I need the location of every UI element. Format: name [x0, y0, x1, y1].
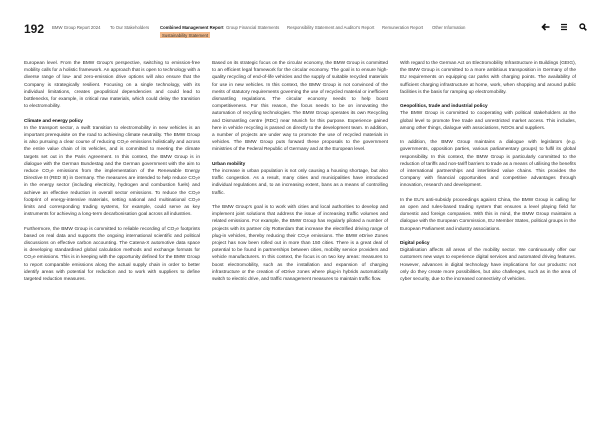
paragraph: In the transport sector, a swift transition to electromobility in new vehicles is an important prerequisite on the road to achieving climate neutrality. The BMW Group is also pursuing a clear course of reducing CO₂e emissions holistically and across the entire value chain of its vehicles, and is committed to meeting the climate targets set out in the Paris Agreement. In this context, the BMW Group is in dialogue with the German Bundestag and the German government with the aim to reduce CO₂e emissions from the implementation of the Renewable Energy Directive III (RED III) in Germany. The measures are intended to help reduce CO₂e in the energy sector (including electricity, hydrogen and combustion fuels) and achieve an effective reduction in overall sector emissions. To reduce the CO₂e footprint of energy-intensive materials, setting national and multinational CO₂e limits and corresponding trading systems, for example, could serve as key instruments for achieving a long-term decarbonisation goal across all industries. [24, 125, 200, 218]
header-icons [540, 22, 588, 32]
paragraph: The increase in urban population is not only causing a housing shortage, but also traffic congestion. As a result, many cities and municipalities have introduced individual regulations and, to an increasing extent, bans as a means of controlling traffic. [212, 169, 388, 196]
paragraph: In the EU's anti-subsidy proceedings against China, the BMW Group is calling for an open and rules-based trading system that ensures a level playing field for domestic and foreign companies. With this in mind, the BMW Group maintains a dialogue with the European Commission, EU Member States, political groups in the European Parliament and industry associations. [400, 197, 576, 232]
section-heading: Digital policy [400, 241, 430, 247]
paragraph: Digitalisation affects all areas of the mobility sector. We continuously offer our customers new ways to experience digital services and automated driving features. However, advances in digital technology have implications for our products: not only do they create more possibilities, but also challenges, such as in the area of cyber security, due to the increased connectivity of vehicles. [400, 248, 576, 283]
nav-responsibility-statement[interactable]: Responsibility Statement and Auditor's Report [287, 25, 375, 30]
nav-other-information[interactable]: Other Information [432, 25, 466, 30]
text-column-3 [400, 60, 576, 290]
section-heading: Climate and energy policy [24, 118, 83, 124]
paragraph: With regard to the German Act on Electromobility Infrastructure in Buildings (GEIG), the BMW Group is committed to a more ambitious transposition in Germany of the EU requirements on equipping car parks with charging points. The availability of sufficient charging infrastructure at home, work, when shopping and around public facilities is the basis for ramping up electromobility. [400, 61, 576, 95]
back-arrow-icon[interactable] [540, 22, 550, 32]
text-column-1 [24, 60, 200, 290]
sub-tab-sustainability[interactable]: Sustainability Statement [162, 32, 209, 38]
paragraph: Furthermore, the BMW Group is committed to reliable recording of CO₂e footprints based on real data and supports the ongoing international scientific and political discussions on effective carbon accounting. The Catena-X automotive data space is developing standardised global calculation methods and exchange formats for CO₂e emissions. This is in keeping with the opportunity defined for the BMW Group to report comparable emissions along the actual supply chain in order to better identify areas with potential for reduction and to work with suppliers to define targeted reduction measures. [24, 226, 200, 283]
section-heading: Urban mobility [212, 161, 246, 167]
page-number: 192 [24, 22, 45, 36]
paragraph: The BMW Group is committed to cooperating with political stakeholders at the global level to promote free trade and unrestricted market access. This includes, among other things, dialogue with associations, NGOs and suppliers. [400, 111, 576, 131]
section-heading: Geopolitics, trade and industrial policy [400, 104, 488, 110]
paragraph: Based on its strategic focus on the circular economy, the BMW Group is committed to an efficient legal framework for the circular economy. The goal is to ensure high-quality recycling of end-of-life vehicles and the supply of suitable recycled materials for use in new vehicles. In this context, the BMW Group is not convinced of the merits of statutory requirements governing the use of recycled material or inefficient dismantling regulations. The circular economy needs to help boost competitiveness. For this reason, the focus needs to be on innovating the automation of recycling technologies. The BMW Group operates its own Recycling and Dismantling centre (RDC) near Munich for this purpose. Experience gained here in vehicle recycling is passed on directly to the development team. In addition, a number of projects are under way to promote the use of recycled materials in vehicles. The BMW Group puts forward these proposals to the government ministries of the Federal Republic of Germany and at the European level. [212, 61, 388, 153]
nav-management-report[interactable]: Combined Management Report [160, 25, 224, 30]
paragraph: In addition, the BMW Group maintains a dialogue with legislators (e.g. governments, opposition parties, various parliamentary groups) to fulfil its global responsibility. In this context, the BMW Group is particularly committed to the reduction of tariffs and non-tariff barriers to trade as a means of utilising the benefits of international partnerships and interlinked value chains. This provides the Company with financial opportunities and competitive advantages through innovation, research and development. [400, 140, 576, 189]
menu-icon[interactable] [559, 22, 569, 32]
nav-stakeholders[interactable]: To Our Stakeholders [110, 25, 150, 30]
nav-remuneration-report[interactable]: Remuneration Report [382, 25, 424, 30]
paragraph: European level. From the BMW Group's perspective, switching to emission-free mobility calls for a holistic framework. An approach that is open to technology with a diverse range of low- and zero-emission drive options will also ensure that the Company is strategically resilient. Focusing on a single technology, with its individual limitations, creates geopolitical dependencies and could lead to bottlenecks, for example, in critical raw materials, which could delay the transition to electromobility. [24, 61, 200, 110]
page-header [0, 0, 600, 40]
nav-report[interactable]: BMW Group Report 2024 [52, 25, 101, 30]
text-column-2 [212, 60, 388, 290]
search-icon[interactable] [578, 22, 588, 32]
paragraph: The BMW Group's goal is to work with cities and local authorities to develop and implement joint solutions that address the issue of increasing traffic volumes and related emissions. For example, the BMW Group has regularly piloted a number of projects with its partner city Rotterdam that increase the electrified driving range of plug-in vehicles, thereby reducing their CO₂e emissions. The BMW eDrive Zones project has now been rolled out in more than 150 cities. There is a great deal of potential to be found in partnerships between cities, mobility service providers and vehicle manufacturers. In this context, the focus is on two key areas: measures to boost electromobility, such as the installation and expansion of charging infrastructure or the creation of eDrive zones where plug-in hybrids automatically switch to electric drive, and traffic management measures to maintain traffic flow. [212, 205, 388, 283]
nav-financial-statements[interactable]: Group Financial Statements [226, 25, 280, 30]
